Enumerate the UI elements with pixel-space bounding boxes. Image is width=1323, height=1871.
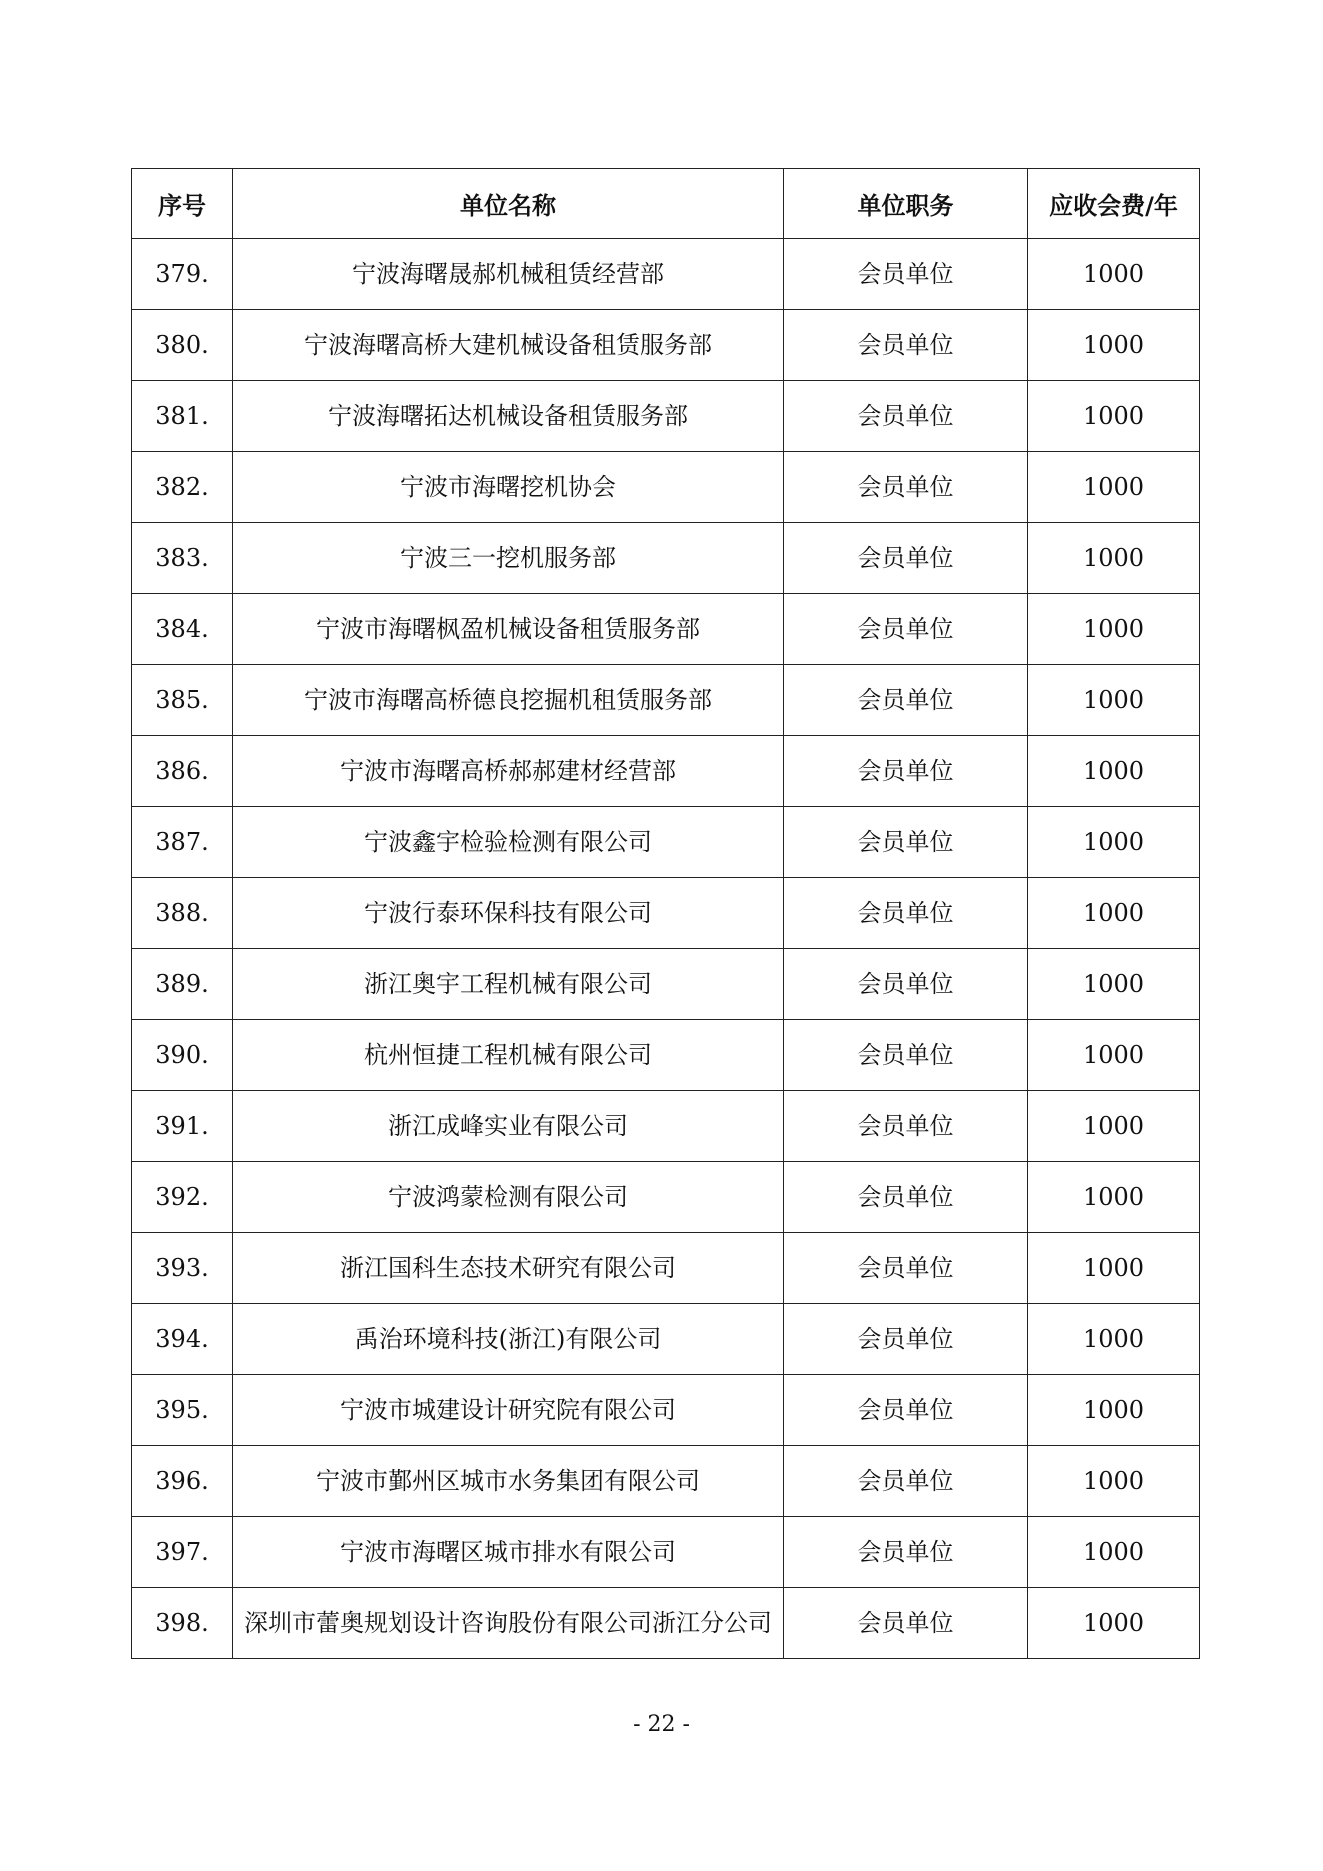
cell-unit-name: 宁波市海曙高桥郝郝建材经营部 [233,736,784,807]
cell-unit-name: 宁波市海曙区城市排水有限公司 [233,1517,784,1588]
cell-annual-fee: 1000 [1028,1304,1200,1375]
cell-unit-role: 会员单位 [784,807,1028,878]
cell-unit-name: 宁波市海曙高桥德良挖掘机租赁服务部 [233,665,784,736]
cell-unit-role: 会员单位 [784,1446,1028,1517]
cell-unit-name: 宁波海曙拓达机械设备租赁服务部 [233,381,784,452]
cell-serial-number: 391. [132,1091,233,1162]
cell-unit-name: 宁波鸿蒙检测有限公司 [233,1162,784,1233]
cell-unit-role: 会员单位 [784,239,1028,310]
cell-unit-role: 会员单位 [784,1375,1028,1446]
cell-serial-number: 385. [132,665,233,736]
cell-unit-name: 浙江成峰实业有限公司 [233,1091,784,1162]
cell-serial-number: 384. [132,594,233,665]
cell-serial-number: 397. [132,1517,233,1588]
cell-unit-name: 宁波市城建设计研究院有限公司 [233,1375,784,1446]
table-row [132,878,1200,949]
cell-unit-role: 会员单位 [784,1588,1028,1659]
cell-annual-fee: 1000 [1028,878,1200,949]
cell-annual-fee: 1000 [1028,523,1200,594]
table-row [132,949,1200,1020]
cell-unit-name: 宁波市海曙挖机协会 [233,452,784,523]
cell-unit-role: 会员单位 [784,594,1028,665]
cell-annual-fee: 1000 [1028,807,1200,878]
table-row [132,523,1200,594]
cell-unit-role: 会员单位 [784,665,1028,736]
cell-annual-fee: 1000 [1028,1162,1200,1233]
cell-annual-fee: 1000 [1028,736,1200,807]
table-row [132,736,1200,807]
cell-unit-name: 深圳市蕾奥规划设计咨询股份有限公司浙江分公司 [233,1588,784,1659]
cell-annual-fee: 1000 [1028,239,1200,310]
cell-annual-fee: 1000 [1028,949,1200,1020]
cell-unit-name: 杭州恒捷工程机械有限公司 [233,1020,784,1091]
cell-serial-number: 396. [132,1446,233,1517]
cell-unit-role: 会员单位 [784,1304,1028,1375]
cell-unit-name: 宁波市海曙枫盈机械设备租赁服务部 [233,594,784,665]
cell-serial-number: 379. [132,239,233,310]
table-row [132,1375,1200,1446]
cell-unit-role: 会员单位 [784,878,1028,949]
cell-unit-role: 会员单位 [784,949,1028,1020]
cell-annual-fee: 1000 [1028,1091,1200,1162]
cell-unit-name: 宁波鑫宇检验检测有限公司 [233,807,784,878]
cell-serial-number: 382. [132,452,233,523]
cell-unit-role: 会员单位 [784,452,1028,523]
table-row [132,310,1200,381]
cell-serial-number: 395. [132,1375,233,1446]
cell-annual-fee: 1000 [1028,310,1200,381]
cell-unit-name: 禹治环境科技(浙江)有限公司 [233,1304,784,1375]
cell-serial-number: 386. [132,736,233,807]
cell-annual-fee: 1000 [1028,1020,1200,1091]
cell-unit-role: 会员单位 [784,381,1028,452]
table-row [132,1446,1200,1517]
cell-serial-number: 398. [132,1588,233,1659]
cell-unit-name: 宁波海曙高桥大建机械设备租赁服务部 [233,310,784,381]
table-row [132,1020,1200,1091]
table-row [132,1517,1200,1588]
table-header-row [132,169,1200,239]
table-row [132,594,1200,665]
cell-annual-fee: 1000 [1028,1446,1200,1517]
cell-serial-number: 390. [132,1020,233,1091]
cell-annual-fee: 1000 [1028,381,1200,452]
cell-unit-name: 浙江奥宇工程机械有限公司 [233,949,784,1020]
cell-annual-fee: 1000 [1028,594,1200,665]
table-row [132,239,1200,310]
header-unit-role: 单位职务 [784,169,1028,239]
table-row [132,452,1200,523]
cell-annual-fee: 1000 [1028,1517,1200,1588]
cell-serial-number: 389. [132,949,233,1020]
cell-unit-role: 会员单位 [784,1517,1028,1588]
page-number: - 22 - [633,1712,690,1737]
header-annual-fee: 应收会费/年 [1028,169,1200,239]
cell-annual-fee: 1000 [1028,452,1200,523]
cell-serial-number: 387. [132,807,233,878]
cell-unit-name: 宁波市鄞州区城市水务集团有限公司 [233,1446,784,1517]
member-fee-table [131,168,1200,1659]
cell-unit-role: 会员单位 [784,523,1028,594]
cell-serial-number: 381. [132,381,233,452]
cell-unit-role: 会员单位 [784,1091,1028,1162]
table-row [132,381,1200,452]
header-serial-number: 序号 [132,169,233,239]
cell-serial-number: 393. [132,1233,233,1304]
cell-unit-name: 宁波海曙晟郝机械租赁经营部 [233,239,784,310]
table-row [132,1588,1200,1659]
cell-annual-fee: 1000 [1028,1588,1200,1659]
table-body [132,239,1200,1659]
cell-unit-role: 会员单位 [784,1233,1028,1304]
table-row [132,1233,1200,1304]
table-row [132,1091,1200,1162]
table-row [132,1304,1200,1375]
cell-serial-number: 394. [132,1304,233,1375]
cell-unit-name: 宁波三一挖机服务部 [233,523,784,594]
table-row [132,665,1200,736]
cell-serial-number: 388. [132,878,233,949]
cell-unit-name: 浙江国科生态技术研究有限公司 [233,1233,784,1304]
table-row [132,807,1200,878]
cell-serial-number: 380. [132,310,233,381]
header-unit-name: 单位名称 [233,169,784,239]
cell-unit-name: 宁波行泰环保科技有限公司 [233,878,784,949]
cell-serial-number: 392. [132,1162,233,1233]
cell-serial-number: 383. [132,523,233,594]
cell-unit-role: 会员单位 [784,736,1028,807]
cell-unit-role: 会员单位 [784,310,1028,381]
cell-unit-role: 会员单位 [784,1162,1028,1233]
cell-annual-fee: 1000 [1028,1233,1200,1304]
cell-annual-fee: 1000 [1028,1375,1200,1446]
cell-unit-role: 会员单位 [784,1020,1028,1091]
table-row [132,1162,1200,1233]
cell-annual-fee: 1000 [1028,665,1200,736]
